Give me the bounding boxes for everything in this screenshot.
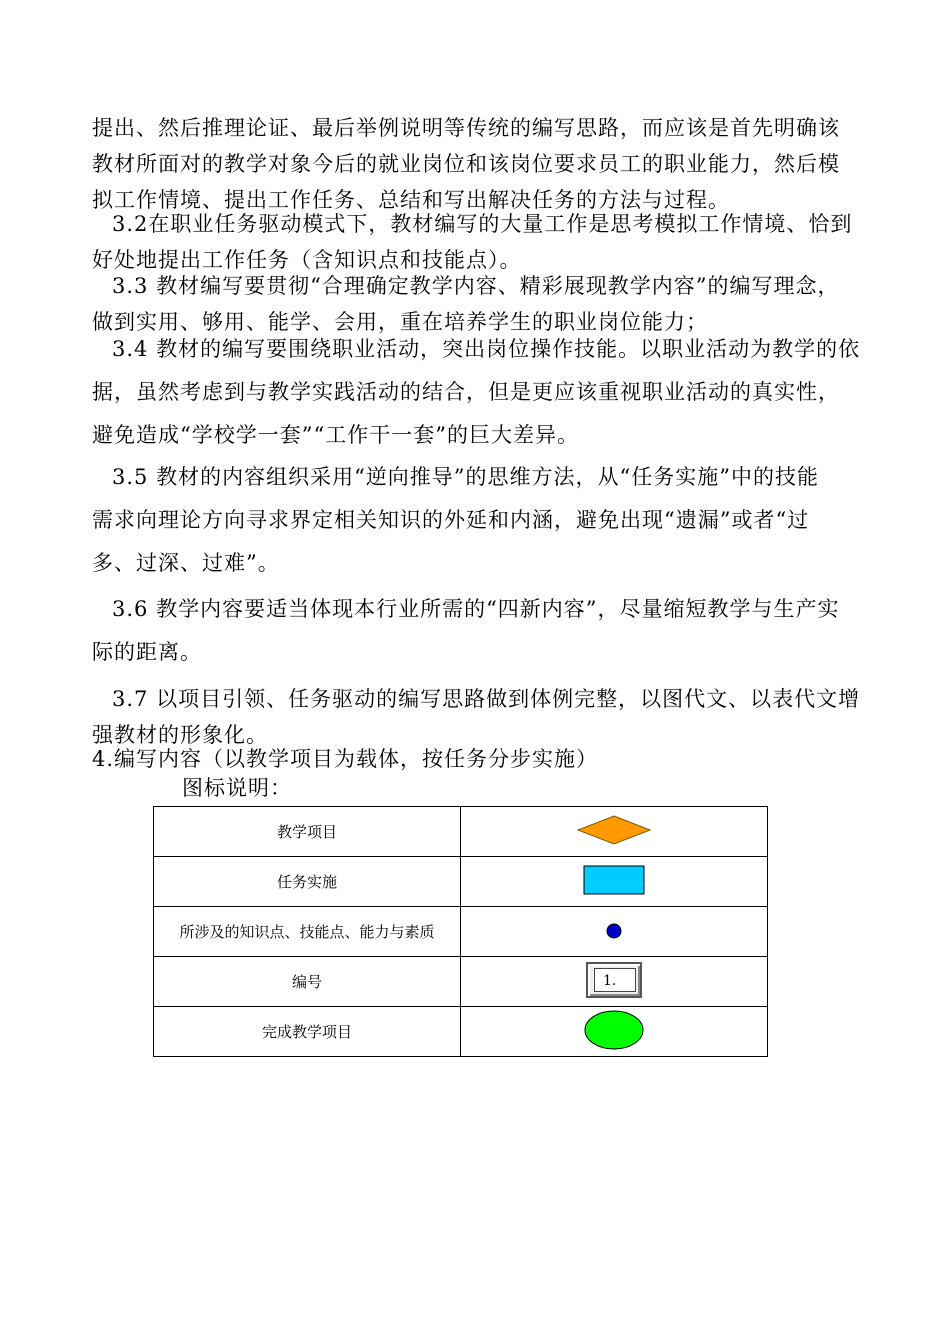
- table-row: [154, 957, 768, 1007]
- paragraph-intro: [92, 110, 860, 218]
- orange-diamond-icon: [574, 813, 654, 847]
- paragraph-3-5: [92, 456, 860, 585]
- legend-caption: [182, 770, 950, 806]
- text-line: 做到实用、够用、能学、会用，重在培养学生的职业岗位能力；: [92, 310, 708, 334]
- legend-label: 教学项目: [154, 807, 461, 857]
- text-line: 3.5 教材的内容组织采用“逆向推导”的思维方法，从“任务实施”中的技能: [112, 465, 820, 489]
- legend-label: 完成教学项目: [154, 1007, 461, 1057]
- text-line: 教材所面对的教学对象今后的就业岗位和该岗位要求员工的职业能力，然后模: [92, 152, 840, 176]
- legend-symbol-cell: [461, 907, 768, 957]
- table-row: [154, 857, 768, 907]
- text-line: 据，虽然考虑到与教学实践活动的结合，但是更应该重视职业活动的真实性，: [92, 380, 840, 404]
- text-line: 提出、然后推理论证、最后举例说明等传统的编写思路，而应该是首先明确该: [92, 116, 840, 140]
- text-line: 3.2在职业任务驱动模式下，教材编写的大量工作是思考模拟工作情境、恰到: [112, 212, 853, 236]
- text-line: 3.6 教学内容要适当体现本行业所需的“四新内容”，尽量缩短教学与生产实: [112, 597, 840, 621]
- legend-symbol-cell: [461, 857, 768, 907]
- text-line: 好处地提出工作任务（含知识点和技能点）。: [92, 248, 522, 272]
- legend-label: 编号: [154, 957, 461, 1007]
- text-line: 3.7 以项目引领、任务驱动的编写思路做到体例完整，以图代文、以表代文增: [112, 687, 861, 711]
- caption-text: 图标说明：: [182, 776, 292, 800]
- blue-dot-icon: [604, 920, 624, 940]
- table-row: [154, 907, 768, 957]
- legend-symbol-cell: [461, 957, 768, 1007]
- number-box-icon: [586, 962, 642, 998]
- green-ellipse-icon: [582, 1008, 646, 1052]
- legend-label: 所涉及的知识点、技能点、能力与素质: [154, 907, 461, 957]
- table-row: [154, 1007, 768, 1057]
- legend-table: [153, 806, 768, 1057]
- paragraph-3-4: [92, 328, 860, 457]
- text-line: 3.4 教材的编写要围绕职业活动，突出岗位操作技能。以职业活动为教学的依: [112, 337, 861, 361]
- legend-label: 任务实施: [154, 857, 461, 907]
- table-row: [154, 807, 768, 857]
- blue-rectangle-icon: [582, 863, 646, 897]
- text-line: 3.3 教材编写要贯彻“合理确定教学内容、精彩展现教学内容”的编写理念，: [112, 274, 840, 298]
- legend-symbol-cell: [461, 807, 768, 857]
- text-line: 际的距离。: [92, 640, 202, 664]
- heading-text: 4.编写内容（以教学项目为载体，按任务分步实施）: [92, 747, 599, 771]
- text-line: 强教材的形象化。: [92, 723, 268, 747]
- number-box-text: 1.: [594, 968, 636, 992]
- text-line: 多、过深、过难”。: [92, 551, 280, 575]
- text-line: 需求向理论方向寻求界定相关知识的外延和内涵，避免出现“遗漏”或者“过: [92, 508, 810, 532]
- text-line: 避免造成“学校学一套”“工作干一套”的巨大差异。: [92, 423, 579, 447]
- text-line: 拟工作情境、提出工作任务、总结和写出解决任务的方法与过程。: [92, 188, 730, 212]
- legend-symbol-cell: [461, 1007, 768, 1057]
- paragraph-3-6: [92, 588, 860, 674]
